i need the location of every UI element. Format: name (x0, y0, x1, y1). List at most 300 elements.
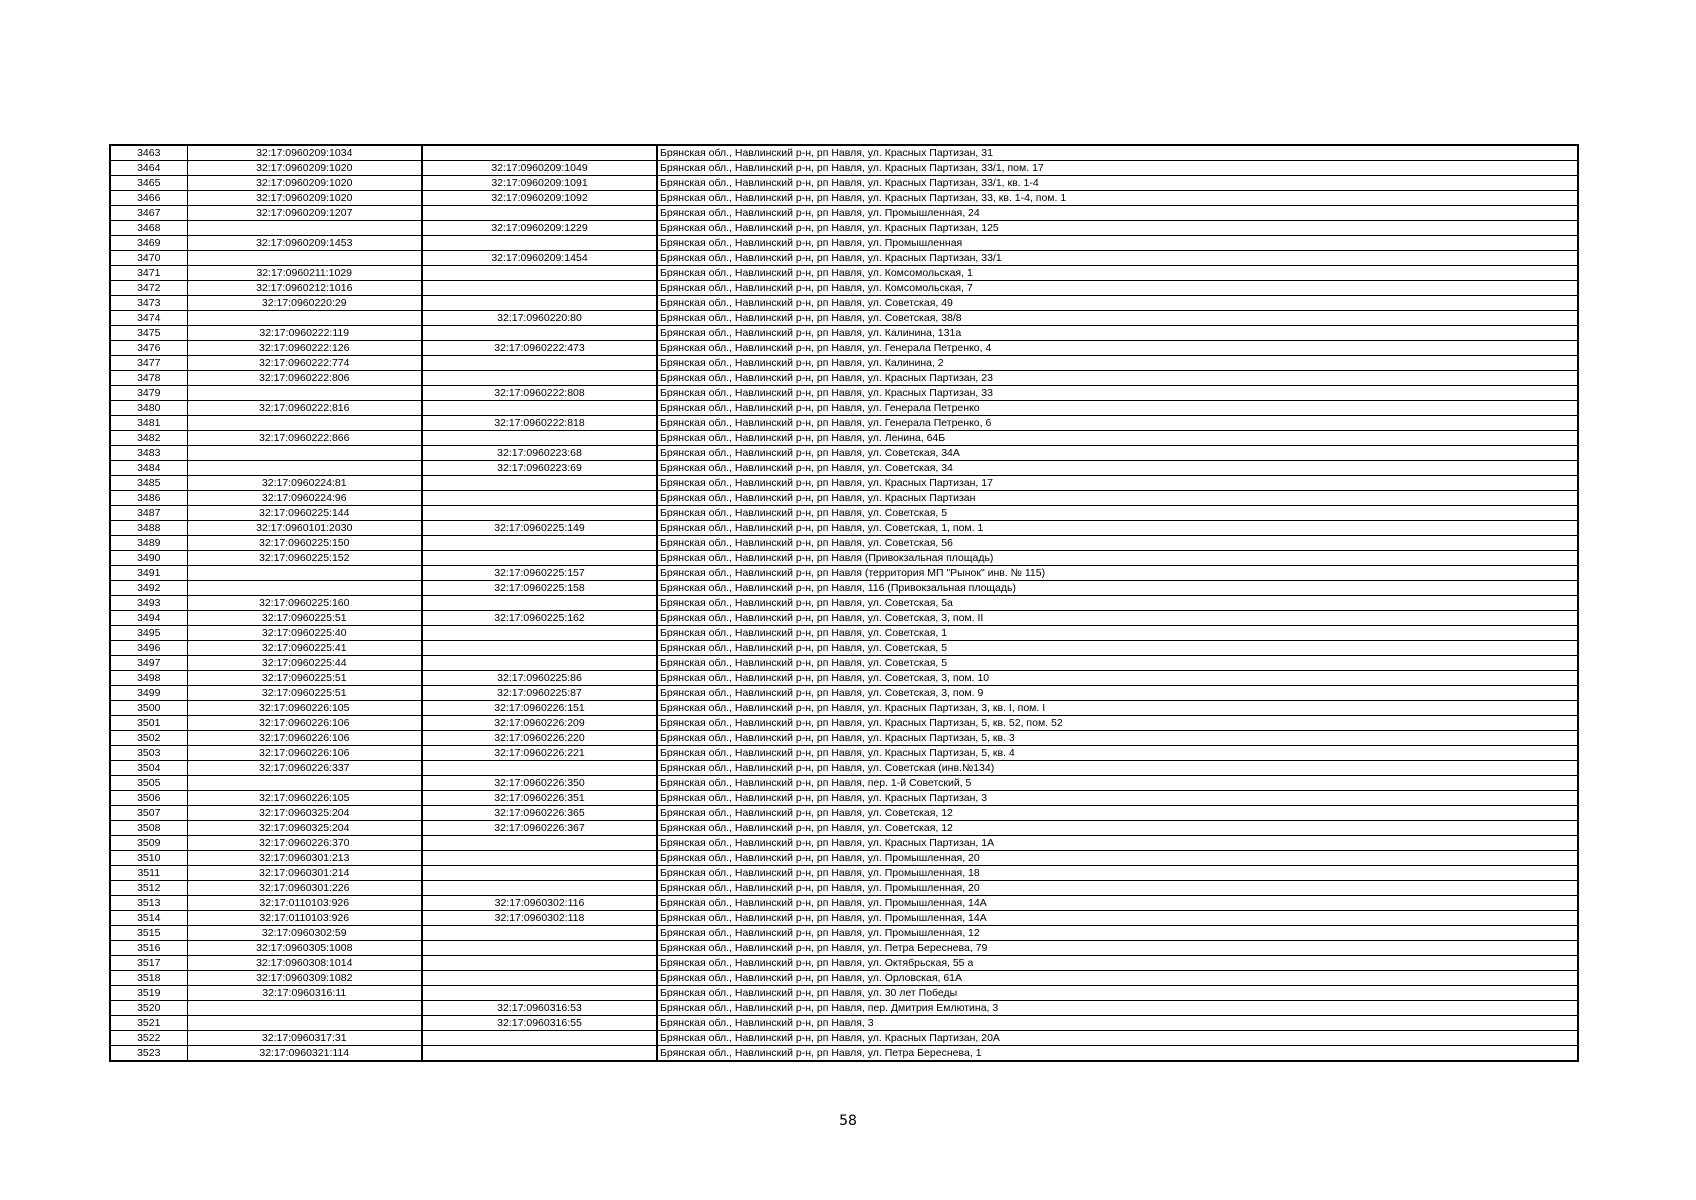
cadastral-number-cell: 32:17:0960301:213 (187, 851, 422, 866)
address-cell: Брянская обл., Навлинский р-н, рп Навля, ул. Промышленная, 12 (657, 926, 1578, 941)
address-cell: Брянская обл., Навлинский р-н, рп Навля, ул. Красных Партизан (657, 491, 1578, 506)
object-number-cell: 32:17:0960225:162 (422, 611, 657, 626)
address-cell: Брянская обл., Навлинский р-н, рп Навля, ул. Промышленная, 20 (657, 851, 1578, 866)
object-number-cell: 32:17:0960226:365 (422, 806, 657, 821)
cadastral-number-cell: 32:17:0960225:40 (187, 626, 422, 641)
row-number-cell: 3464 (110, 161, 187, 176)
row-number-cell: 3511 (110, 866, 187, 881)
address-cell: Брянская обл., Навлинский р-н, рп Навля, ул. Генерала Петренко, 4 (657, 341, 1578, 356)
address-cell: Брянская обл., Навлинский р-н, рп Навля, ул. Комсомольская, 1 (657, 266, 1578, 281)
object-number-cell (422, 851, 657, 866)
address-cell: Брянская обл., Навлинский р-н, рп Навля, ул. Советская, 12 (657, 821, 1578, 836)
cadastral-number-cell: 32:17:0960209:1207 (187, 206, 422, 221)
address-cell: Брянская обл., Навлинский р-н, рп Навля, ул. Промышленная, 18 (657, 866, 1578, 881)
table-row (110, 1001, 1578, 1016)
address-cell: Брянская обл., Навлинский р-н, рп Навля, ул. Красных Партизан, 5, кв. 3 (657, 731, 1578, 746)
object-number-cell: 32:17:0960209:1454 (422, 251, 657, 266)
row-number-cell: 3517 (110, 956, 187, 971)
row-number-cell: 3499 (110, 686, 187, 701)
row-number-cell: 3506 (110, 791, 187, 806)
cadastral-number-cell: 32:17:0110103:926 (187, 911, 422, 926)
cadastral-number-cell (187, 1016, 422, 1031)
object-number-cell (422, 296, 657, 311)
table-row (110, 701, 1578, 716)
address-cell: Брянская обл., Навлинский р-н, рп Навля (территория МП "Рынок" инв. № 115) (657, 566, 1578, 581)
address-cell: Брянская обл., Навлинский р-н, рп Навля, ул. Генерала Петренко (657, 401, 1578, 416)
object-number-cell (422, 596, 657, 611)
row-number-cell: 3509 (110, 836, 187, 851)
address-cell: Брянская обл., Навлинский р-н, рп Навля, ул. Советская, 5 (657, 506, 1578, 521)
address-cell: Брянская обл., Навлинский р-н, рп Навля, ул. Советская, 3, пом. 10 (657, 671, 1578, 686)
address-cell: Брянская обл., Навлинский р-н, рп Навля, ул. Красных Партизан, 3 (657, 791, 1578, 806)
cadastral-number-cell: 32:17:0960226:337 (187, 761, 422, 776)
row-number-cell: 3512 (110, 881, 187, 896)
cadastral-number-cell (187, 416, 422, 431)
cadastral-number-cell: 32:17:0960226:105 (187, 701, 422, 716)
row-number-cell: 3490 (110, 551, 187, 566)
table-row (110, 1016, 1578, 1031)
row-number-cell: 3475 (110, 326, 187, 341)
table-row (110, 176, 1578, 191)
row-number-cell: 3507 (110, 806, 187, 821)
row-number-cell: 3485 (110, 476, 187, 491)
object-number-cell (422, 506, 657, 521)
address-cell: Брянская обл., Навлинский р-н, рп Навля, ул. Советская, 49 (657, 296, 1578, 311)
row-number-cell: 3493 (110, 596, 187, 611)
row-number-cell: 3508 (110, 821, 187, 836)
row-number-cell: 3522 (110, 1031, 187, 1046)
table-row (110, 281, 1578, 296)
address-cell: Брянская обл., Навлинский р-н, рп Навля, ул. Октябрьская, 55 а (657, 956, 1578, 971)
object-number-cell (422, 641, 657, 656)
table-row (110, 326, 1578, 341)
cadastral-number-cell (187, 386, 422, 401)
object-number-cell (422, 956, 657, 971)
cadastral-number-cell: 32:17:0960226:106 (187, 716, 422, 731)
object-number-cell (422, 941, 657, 956)
object-number-cell: 32:17:0960222:808 (422, 386, 657, 401)
row-number-cell: 3471 (110, 266, 187, 281)
address-cell: Брянская обл., Навлинский р-н, рп Навля, ул. Красных Партизан, 5, кв. 52, пом. 52 (657, 716, 1578, 731)
row-number-cell: 3472 (110, 281, 187, 296)
address-cell: Брянская обл., Навлинский р-н, рп Навля, ул. Советская (инв.№134) (657, 761, 1578, 776)
row-number-cell: 3465 (110, 176, 187, 191)
address-cell: Брянская обл., Навлинский р-н, рп Навля, ул. Промышленная (657, 236, 1578, 251)
object-number-cell: 32:17:0960223:69 (422, 461, 657, 476)
row-number-cell: 3482 (110, 431, 187, 446)
cadastral-number-cell: 32:17:0960305:1008 (187, 941, 422, 956)
row-number-cell: 3473 (110, 296, 187, 311)
cadastral-number-cell: 32:17:0960209:1020 (187, 176, 422, 191)
address-cell: Брянская обл., Навлинский р-н, рп Навля, ул. Орловская, 61А (657, 971, 1578, 986)
object-number-cell (422, 266, 657, 281)
table-row (110, 611, 1578, 626)
table-row (110, 896, 1578, 911)
row-number-cell: 3516 (110, 941, 187, 956)
address-cell: Брянская обл., Навлинский р-н, рп Навля, ул. Красных Партизан, 23 (657, 371, 1578, 386)
object-number-cell: 32:17:0960225:149 (422, 521, 657, 536)
table-row (110, 1031, 1578, 1046)
address-cell: Брянская обл., Навлинский р-н, рп Навля (Привокзальная площадь) (657, 551, 1578, 566)
address-cell: Брянская обл., Навлинский р-н, рп Навля, ул. Ленина, 64Б (657, 431, 1578, 446)
row-number-cell: 3502 (110, 731, 187, 746)
row-number-cell: 3491 (110, 566, 187, 581)
row-number-cell: 3478 (110, 371, 187, 386)
row-number-cell: 3466 (110, 191, 187, 206)
address-cell: Брянская обл., Навлинский р-н, рп Навля, ул. Калинина, 2 (657, 356, 1578, 371)
object-number-cell (422, 1046, 657, 1062)
row-number-cell: 3519 (110, 986, 187, 1001)
object-number-cell (422, 836, 657, 851)
row-number-cell: 3486 (110, 491, 187, 506)
row-number-cell: 3495 (110, 626, 187, 641)
address-cell: Брянская обл., Навлинский р-н, рп Навля, ул. Промышленная, 20 (657, 881, 1578, 896)
cadastral-number-cell: 32:17:0960209:1034 (187, 145, 422, 161)
cadastral-number-cell: 32:17:0960220:29 (187, 296, 422, 311)
cadastral-number-cell (187, 446, 422, 461)
table-row (110, 521, 1578, 536)
row-number-cell: 3484 (110, 461, 187, 476)
cadastral-number-cell: 32:17:0960316:11 (187, 986, 422, 1001)
object-number-cell (422, 626, 657, 641)
object-number-cell: 32:17:0960209:1229 (422, 221, 657, 236)
cadastral-number-cell: 32:17:0960321:114 (187, 1046, 422, 1062)
table-row (110, 731, 1578, 746)
object-number-cell (422, 236, 657, 251)
table-row (110, 791, 1578, 806)
address-cell: Брянская обл., Навлинский р-н, рп Навля, ул. Советская, 5 (657, 641, 1578, 656)
table-row (110, 776, 1578, 791)
row-number-cell: 3468 (110, 221, 187, 236)
address-cell: Брянская обл., Навлинский р-н, рп Навля, ул. Генерала Петренко, 6 (657, 416, 1578, 431)
object-number-cell: 32:17:0960226:220 (422, 731, 657, 746)
object-number-cell (422, 145, 657, 161)
row-number-cell: 3520 (110, 1001, 187, 1016)
cadastral-number-cell: 32:17:0960226:105 (187, 791, 422, 806)
cadastral-number-cell: 32:17:0960209:1020 (187, 191, 422, 206)
object-number-cell: 32:17:0960209:1091 (422, 176, 657, 191)
table-row (110, 821, 1578, 836)
row-number-cell: 3514 (110, 911, 187, 926)
object-number-cell (422, 491, 657, 506)
page-number: 58 (839, 1113, 857, 1129)
table-row (110, 911, 1578, 926)
cadastral-number-cell: 32:17:0960225:160 (187, 596, 422, 611)
cadastral-number-cell: 32:17:0960209:1453 (187, 236, 422, 251)
address-cell: Брянская обл., Навлинский р-н, рп Навля, 116 (Привокзальная площадь) (657, 581, 1578, 596)
address-cell: Брянская обл., Навлинский р-н, рп Навля, ул. Советская, 3, пом. II (657, 611, 1578, 626)
table-row (110, 236, 1578, 251)
table-row (110, 881, 1578, 896)
address-cell: Брянская обл., Навлинский р-н, рп Навля, ул. Красных Партизан, 33, кв. 1-4, пом. 1 (657, 191, 1578, 206)
object-number-cell: 32:17:0960226:350 (422, 776, 657, 791)
row-number-cell: 3476 (110, 341, 187, 356)
object-number-cell (422, 656, 657, 671)
table-row (110, 356, 1578, 371)
address-cell: Брянская обл., Навлинский р-н, рп Навля, ул. Советская, 5 (657, 656, 1578, 671)
object-number-cell: 32:17:0960316:55 (422, 1016, 657, 1031)
object-number-cell (422, 206, 657, 221)
table-row (110, 866, 1578, 881)
address-cell: Брянская обл., Навлинский р-н, рп Навля, ул. 30 лет Победы (657, 986, 1578, 1001)
table-row (110, 851, 1578, 866)
row-number-cell: 3501 (110, 716, 187, 731)
row-number-cell: 3474 (110, 311, 187, 326)
address-cell: Брянская обл., Навлинский р-н, рп Навля, ул. Красных Партизан, 31 (657, 145, 1578, 161)
object-number-cell: 32:17:0960225:87 (422, 686, 657, 701)
address-cell: Брянская обл., Навлинский р-н, рп Навля, ул. Красных Партизан, 33/1 (657, 251, 1578, 266)
address-cell: Брянская обл., Навлинский р-н, рп Навля, ул. Советская, 38/8 (657, 311, 1578, 326)
row-number-cell: 3483 (110, 446, 187, 461)
cadastral-number-cell: 32:17:0960225:51 (187, 611, 422, 626)
object-number-cell (422, 326, 657, 341)
table-row (110, 221, 1578, 236)
cadastral-number-cell: 32:17:0960225:51 (187, 686, 422, 701)
row-number-cell: 3480 (110, 401, 187, 416)
address-cell: Брянская обл., Навлинский р-н, рп Навля, ул. Советская, 1 (657, 626, 1578, 641)
table-row (110, 971, 1578, 986)
table-row (110, 746, 1578, 761)
object-number-cell (422, 281, 657, 296)
cadastral-number-cell: 32:17:0960224:81 (187, 476, 422, 491)
cadastral-number-cell: 32:17:0960302:59 (187, 926, 422, 941)
row-number-cell: 3518 (110, 971, 187, 986)
cadastral-number-cell: 32:17:0960325:204 (187, 806, 422, 821)
cadastral-number-cell: 32:17:0960101:2030 (187, 521, 422, 536)
cadastral-number-cell: 32:17:0960225:41 (187, 641, 422, 656)
row-number-cell: 3515 (110, 926, 187, 941)
object-number-cell: 32:17:0960223:68 (422, 446, 657, 461)
row-number-cell: 3500 (110, 701, 187, 716)
row-number-cell: 3505 (110, 776, 187, 791)
cadastral-number-cell: 32:17:0960222:866 (187, 431, 422, 446)
row-number-cell: 3510 (110, 851, 187, 866)
address-cell: Брянская обл., Навлинский р-н, рп Навля, 3 (657, 1016, 1578, 1031)
row-number-cell: 3463 (110, 145, 187, 161)
address-cell: Брянская обл., Навлинский р-н, рп Навля, ул. Промышленная, 24 (657, 206, 1578, 221)
address-cell: Брянская обл., Навлинский р-н, рп Навля, ул. Советская, 12 (657, 806, 1578, 821)
cadastral-number-cell (187, 221, 422, 236)
table-row (110, 686, 1578, 701)
table-row (110, 371, 1578, 386)
row-number-cell: 3497 (110, 656, 187, 671)
object-number-cell: 32:17:0960226:351 (422, 791, 657, 806)
address-cell: Брянская обл., Навлинский р-н, рп Навля, ул. Промышленная, 14А (657, 896, 1578, 911)
table-row (110, 716, 1578, 731)
object-number-cell: 32:17:0960222:818 (422, 416, 657, 431)
address-cell: Брянская обл., Навлинский р-н, рп Навля, ул. Петра Бересневa, 1 (657, 1046, 1578, 1062)
address-cell: Брянская обл., Навлинский р-н, рп Навля, ул. Красных Партизан, 3, кв. I, пом. I (657, 701, 1578, 716)
row-number-cell: 3489 (110, 536, 187, 551)
table-row (110, 311, 1578, 326)
address-cell: Брянская обл., Навлинский р-н, рп Навля, ул. Красных Партизан, 5, кв. 4 (657, 746, 1578, 761)
cadastral-number-cell (187, 311, 422, 326)
cadastral-number-cell: 32:17:0110103:926 (187, 896, 422, 911)
cadastral-number-cell (187, 1001, 422, 1016)
row-number-cell: 3467 (110, 206, 187, 221)
cadastral-number-cell (187, 461, 422, 476)
table-row (110, 596, 1578, 611)
cadastral-number-cell: 32:17:0960301:214 (187, 866, 422, 881)
table-row (110, 551, 1578, 566)
address-cell: Брянская обл., Навлинский р-н, рп Навля, ул. Советская, 5а (657, 596, 1578, 611)
table-row (110, 266, 1578, 281)
table-row (110, 296, 1578, 311)
object-number-cell (422, 881, 657, 896)
cadastral-number-cell (187, 581, 422, 596)
cadastral-number-cell: 32:17:0960222:126 (187, 341, 422, 356)
cadastral-number-cell (187, 251, 422, 266)
object-number-cell (422, 971, 657, 986)
table-row (110, 446, 1578, 461)
cadastral-number-cell: 32:17:0960225:51 (187, 671, 422, 686)
object-number-cell: 32:17:0960226:221 (422, 746, 657, 761)
row-number-cell: 3513 (110, 896, 187, 911)
cadastral-number-cell (187, 776, 422, 791)
object-number-cell: 32:17:0960220:80 (422, 311, 657, 326)
address-cell: Брянская обл., Навлинский р-н, рп Навля, ул. Комсомольская, 7 (657, 281, 1578, 296)
address-cell: Брянская обл., Навлинский р-н, рп Навля, ул. Советская, 3, пом. 9 (657, 686, 1578, 701)
address-cell: Брянская обл., Навлинский р-н, рп Навля, ул. Промышленная, 14А (657, 911, 1578, 926)
object-number-cell: 32:17:0960226:209 (422, 716, 657, 731)
object-number-cell (422, 476, 657, 491)
object-number-cell: 32:17:0960226:151 (422, 701, 657, 716)
cadastral-number-cell: 32:17:0960225:44 (187, 656, 422, 671)
address-cell: Брянская обл., Навлинский р-н, рп Навля, ул. Красных Партизан, 17 (657, 476, 1578, 491)
cadastral-number-cell: 32:17:0960222:774 (187, 356, 422, 371)
address-cell: Брянская обл., Навлинский р-н, рп Навля, пер. 1-й Советский, 5 (657, 776, 1578, 791)
row-number-cell: 3496 (110, 641, 187, 656)
address-cell: Брянская обл., Навлинский р-н, рп Навля, ул. Красных Партизан, 20А (657, 1031, 1578, 1046)
object-number-cell: 32:17:0960225:158 (422, 581, 657, 596)
cadastral-number-cell: 32:17:0960226:106 (187, 746, 422, 761)
table-row (110, 641, 1578, 656)
table-row (110, 386, 1578, 401)
table-row (110, 145, 1578, 161)
address-cell: Брянская обл., Навлинский р-н, рп Навля, ул. Советская, 34А (657, 446, 1578, 461)
cadastral-number-cell: 32:17:0960225:150 (187, 536, 422, 551)
cadastral-number-cell: 32:17:0960222:816 (187, 401, 422, 416)
address-cell: Брянская обл., Навлинский р-н, рп Навля, ул. Красных Партизан, 1А (657, 836, 1578, 851)
table-row (110, 341, 1578, 356)
cadastral-number-cell: 32:17:0960309:1082 (187, 971, 422, 986)
table-row (110, 926, 1578, 941)
cadastral-number-cell: 32:17:0960317:31 (187, 1031, 422, 1046)
table-row (110, 956, 1578, 971)
table-row (110, 806, 1578, 821)
object-number-cell: 32:17:0960209:1049 (422, 161, 657, 176)
row-number-cell: 3477 (110, 356, 187, 371)
table-row (110, 461, 1578, 476)
address-cell: Брянская обл., Навлинский р-н, рп Навля, ул. Красных Партизан, 33/1, пом. 17 (657, 161, 1578, 176)
row-number-cell: 3481 (110, 416, 187, 431)
table-row (110, 401, 1578, 416)
table-row (110, 431, 1578, 446)
table-row (110, 161, 1578, 176)
object-number-cell: 32:17:0960316:53 (422, 1001, 657, 1016)
object-number-cell (422, 371, 657, 386)
table-row (110, 1046, 1578, 1062)
cadastral-number-cell: 32:17:0960209:1020 (187, 161, 422, 176)
row-number-cell: 3470 (110, 251, 187, 266)
table-body (110, 145, 1578, 1061)
table-row (110, 836, 1578, 851)
table-row (110, 566, 1578, 581)
cadastral-number-cell: 32:17:0960225:152 (187, 551, 422, 566)
row-number-cell: 3479 (110, 386, 187, 401)
row-number-cell: 3521 (110, 1016, 187, 1031)
object-number-cell (422, 536, 657, 551)
address-cell: Брянская обл., Навлинский р-н, рп Навля, ул. Советская, 56 (657, 536, 1578, 551)
cadastral-number-cell: 32:17:0960226:106 (187, 731, 422, 746)
row-number-cell: 3488 (110, 521, 187, 536)
object-number-cell (422, 551, 657, 566)
address-cell: Брянская обл., Навлинский р-н, рп Навля, пер. Дмитрия Емлютина, 3 (657, 1001, 1578, 1016)
row-number-cell: 3469 (110, 236, 187, 251)
address-cell: Брянская обл., Навлинский р-н, рп Навля, ул. Красных Партизан, 125 (657, 221, 1578, 236)
table-row (110, 476, 1578, 491)
address-cell: Брянская обл., Навлинский р-н, рп Навля, ул. Советская, 34 (657, 461, 1578, 476)
cadastral-number-cell: 32:17:0960222:806 (187, 371, 422, 386)
table-row (110, 536, 1578, 551)
cadastral-table (109, 144, 1579, 1062)
address-cell: Брянская обл., Навлинский р-н, рп Навля, ул. Красных Партизан, 33/1, кв. 1-4 (657, 176, 1578, 191)
table-row (110, 206, 1578, 221)
row-number-cell: 3498 (110, 671, 187, 686)
address-cell: Брянская обл., Навлинский р-н, рп Навля, ул. Петра Бересневa, 79 (657, 941, 1578, 956)
object-number-cell (422, 431, 657, 446)
table-row (110, 416, 1578, 431)
table-row (110, 626, 1578, 641)
table-row (110, 581, 1578, 596)
object-number-cell (422, 986, 657, 1001)
address-cell: Брянская обл., Навлинский р-н, рп Навля, ул. Советская, 1, пом. 1 (657, 521, 1578, 536)
address-cell: Брянская обл., Навлинский р-н, рп Навля, ул. Красных Партизан, 33 (657, 386, 1578, 401)
table-row (110, 506, 1578, 521)
object-number-cell: 32:17:0960225:86 (422, 671, 657, 686)
cadastral-number-cell: 32:17:0960224:96 (187, 491, 422, 506)
cadastral-number-cell: 32:17:0960308:1014 (187, 956, 422, 971)
object-number-cell: 32:17:0960302:118 (422, 911, 657, 926)
table-row (110, 986, 1578, 1001)
table-row (110, 656, 1578, 671)
row-number-cell: 3492 (110, 581, 187, 596)
table-row (110, 941, 1578, 956)
row-number-cell: 3487 (110, 506, 187, 521)
table-row (110, 671, 1578, 686)
cadastral-number-cell: 32:17:0960325:204 (187, 821, 422, 836)
object-number-cell: 32:17:0960302:116 (422, 896, 657, 911)
cadastral-number-cell: 32:17:0960211:1029 (187, 266, 422, 281)
table-row (110, 761, 1578, 776)
object-number-cell: 32:17:0960222:473 (422, 341, 657, 356)
row-number-cell: 3504 (110, 761, 187, 776)
cadastral-number-cell: 32:17:0960225:144 (187, 506, 422, 521)
object-number-cell (422, 761, 657, 776)
address-cell: Брянская обл., Навлинский р-н, рп Навля, ул. Калинина, 131а (657, 326, 1578, 341)
row-number-cell: 3494 (110, 611, 187, 626)
object-number-cell: 32:17:0960209:1092 (422, 191, 657, 206)
row-number-cell: 3503 (110, 746, 187, 761)
row-number-cell: 3523 (110, 1046, 187, 1062)
object-number-cell (422, 401, 657, 416)
object-number-cell: 32:17:0960226:367 (422, 821, 657, 836)
cadastral-number-cell: 32:17:0960226:370 (187, 836, 422, 851)
cadastral-number-cell: 32:17:0960222:119 (187, 326, 422, 341)
cadastral-number-cell (187, 566, 422, 581)
table-row (110, 491, 1578, 506)
cadastral-number-cell: 32:17:0960212:1016 (187, 281, 422, 296)
